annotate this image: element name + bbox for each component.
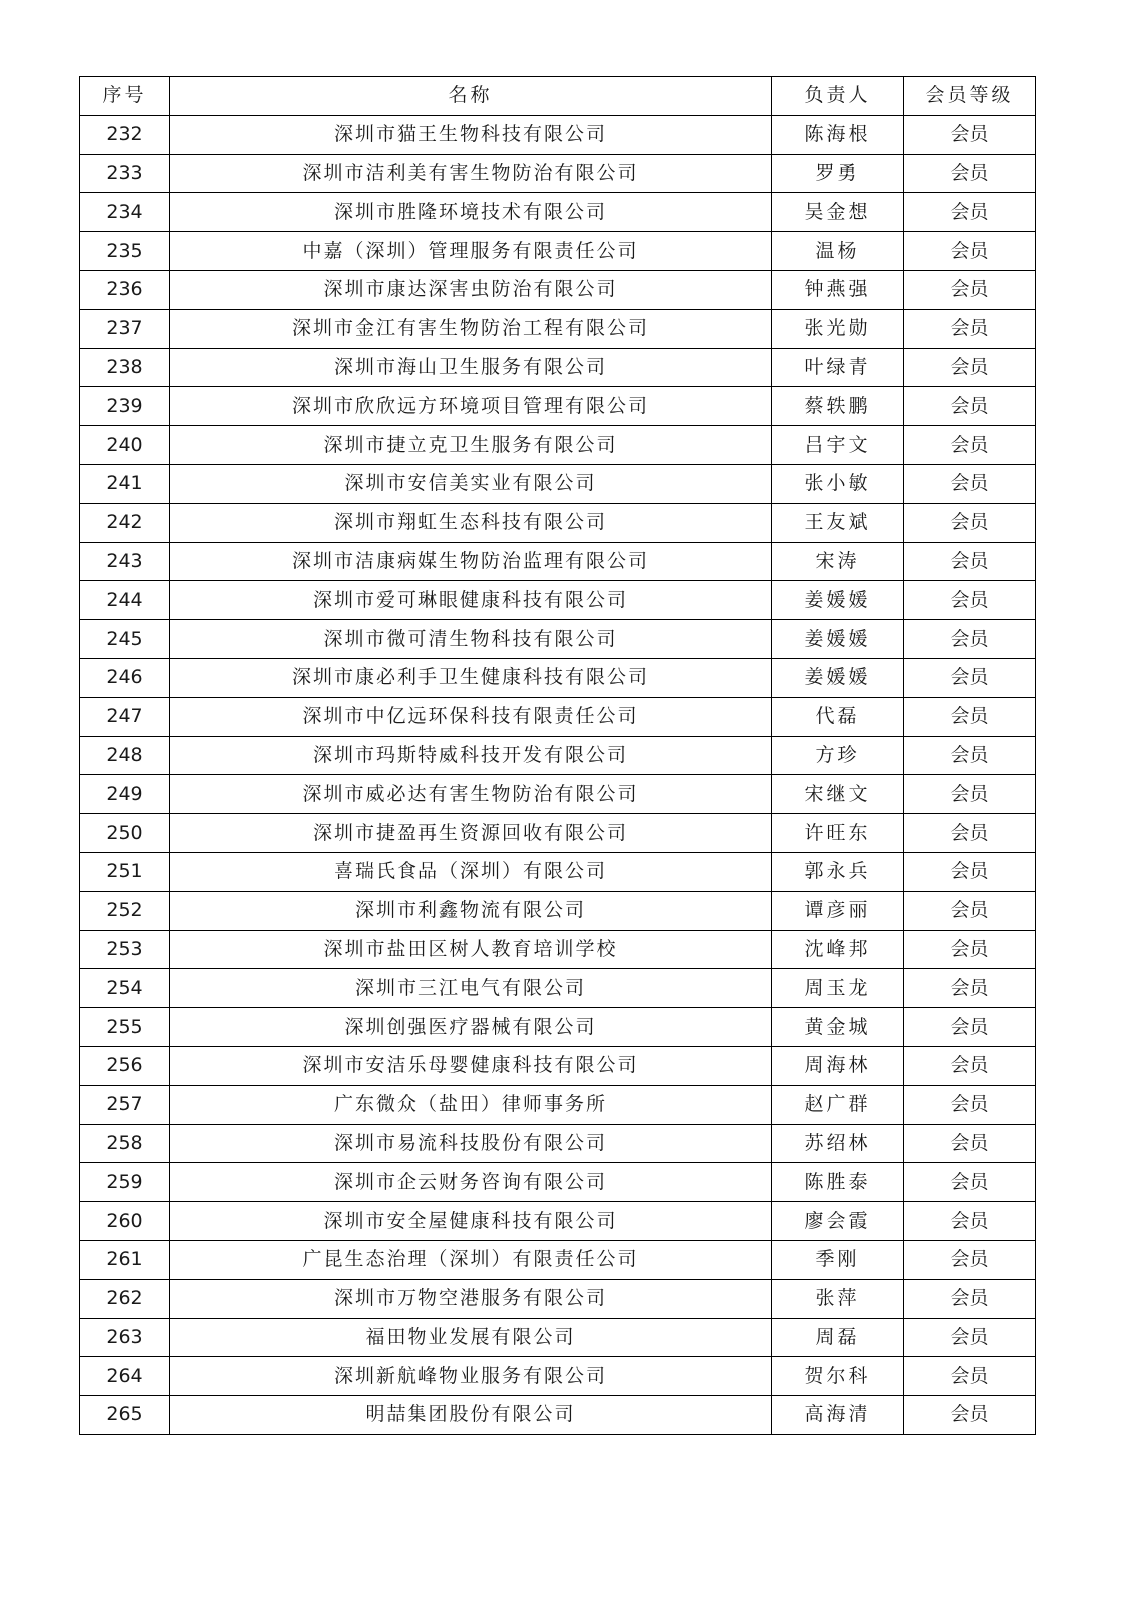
cell-person: 廖会霞 — [772, 1202, 904, 1241]
cell-name: 深圳市玛斯特威科技开发有限公司 — [170, 736, 772, 775]
cell-level: 会员 — [904, 1318, 1036, 1357]
cell-num: 239 — [80, 387, 170, 426]
table-row — [80, 387, 1036, 426]
cell-name: 广东微众（盐田）律师事务所 — [170, 1085, 772, 1124]
cell-name: 深圳市翔虹生态科技有限公司 — [170, 503, 772, 542]
table-row — [80, 620, 1036, 659]
cell-num: 260 — [80, 1202, 170, 1241]
cell-level: 会员 — [904, 1163, 1036, 1202]
cell-person: 苏绍林 — [772, 1124, 904, 1163]
cell-person: 蔡轶鹏 — [772, 387, 904, 426]
table-row — [80, 464, 1036, 503]
table-row — [80, 270, 1036, 309]
cell-person: 姜媛媛 — [772, 658, 904, 697]
table-row — [80, 1202, 1036, 1241]
cell-num: 245 — [80, 620, 170, 659]
cell-name: 中嘉（深圳）管理服务有限责任公司 — [170, 232, 772, 271]
cell-level: 会员 — [904, 775, 1036, 814]
table-row — [80, 1279, 1036, 1318]
cell-person: 罗勇 — [772, 154, 904, 193]
cell-name: 深圳市安信美实业有限公司 — [170, 464, 772, 503]
cell-person: 吴金想 — [772, 193, 904, 232]
cell-person: 周玉龙 — [772, 969, 904, 1008]
cell-name: 深圳创强医疗器械有限公司 — [170, 1008, 772, 1047]
cell-person: 钟燕强 — [772, 270, 904, 309]
table-row — [80, 154, 1036, 193]
cell-person: 叶绿青 — [772, 348, 904, 387]
table-row — [80, 348, 1036, 387]
cell-person: 贺尔科 — [772, 1357, 904, 1396]
cell-person: 姜媛媛 — [772, 620, 904, 659]
table-row — [80, 1396, 1036, 1435]
table-row — [80, 697, 1036, 736]
cell-person: 宋继文 — [772, 775, 904, 814]
cell-level: 会员 — [904, 1124, 1036, 1163]
cell-num: 244 — [80, 581, 170, 620]
cell-level: 会员 — [904, 1008, 1036, 1047]
cell-level: 会员 — [904, 814, 1036, 853]
table-body — [80, 115, 1036, 1434]
cell-name: 明喆集团股份有限公司 — [170, 1396, 772, 1435]
cell-name: 深圳市易流科技股份有限公司 — [170, 1124, 772, 1163]
cell-name: 深圳市利鑫物流有限公司 — [170, 891, 772, 930]
table-row — [80, 1357, 1036, 1396]
cell-name: 深圳市万物空港服务有限公司 — [170, 1279, 772, 1318]
cell-level: 会员 — [904, 464, 1036, 503]
table-row — [80, 1124, 1036, 1163]
header-person: 负责人 — [772, 77, 904, 116]
cell-name: 喜瑞氏食品（深圳）有限公司 — [170, 852, 772, 891]
cell-name: 广昆生态治理（深圳）有限责任公司 — [170, 1240, 772, 1279]
cell-num: 258 — [80, 1124, 170, 1163]
cell-level: 会员 — [904, 1396, 1036, 1435]
table-header-row — [80, 77, 1036, 116]
table-row — [80, 814, 1036, 853]
cell-person: 季刚 — [772, 1240, 904, 1279]
cell-num: 251 — [80, 852, 170, 891]
cell-level: 会员 — [904, 426, 1036, 465]
cell-name: 深圳市捷盈再生资源回收有限公司 — [170, 814, 772, 853]
cell-person: 周海林 — [772, 1046, 904, 1085]
cell-level: 会员 — [904, 736, 1036, 775]
cell-num: 254 — [80, 969, 170, 1008]
table-row — [80, 658, 1036, 697]
cell-name: 深圳市猫王生物科技有限公司 — [170, 115, 772, 154]
cell-person: 沈峰邦 — [772, 930, 904, 969]
cell-name: 深圳市爱可琳眼健康科技有限公司 — [170, 581, 772, 620]
cell-person: 黄金城 — [772, 1008, 904, 1047]
cell-name: 深圳市企云财务咨询有限公司 — [170, 1163, 772, 1202]
table-row — [80, 503, 1036, 542]
cell-num: 262 — [80, 1279, 170, 1318]
cell-person: 姜媛媛 — [772, 581, 904, 620]
cell-num: 256 — [80, 1046, 170, 1085]
header-name: 名称 — [170, 77, 772, 116]
cell-level: 会员 — [904, 620, 1036, 659]
cell-num: 255 — [80, 1008, 170, 1047]
cell-person: 陈胜泰 — [772, 1163, 904, 1202]
cell-name: 深圳市欣欣远方环境项目管理有限公司 — [170, 387, 772, 426]
table-row — [80, 581, 1036, 620]
cell-person: 代磊 — [772, 697, 904, 736]
member-table — [79, 76, 1036, 1435]
cell-level: 会员 — [904, 270, 1036, 309]
cell-num: 263 — [80, 1318, 170, 1357]
table-row — [80, 1240, 1036, 1279]
table-row — [80, 232, 1036, 271]
cell-num: 233 — [80, 154, 170, 193]
cell-num: 253 — [80, 930, 170, 969]
table-row — [80, 193, 1036, 232]
cell-person: 谭彦丽 — [772, 891, 904, 930]
cell-num: 247 — [80, 697, 170, 736]
cell-person: 陈海根 — [772, 115, 904, 154]
cell-num: 238 — [80, 348, 170, 387]
table-row — [80, 775, 1036, 814]
cell-level: 会员 — [904, 697, 1036, 736]
cell-num: 240 — [80, 426, 170, 465]
cell-person: 王友斌 — [772, 503, 904, 542]
cell-person: 周磊 — [772, 1318, 904, 1357]
cell-num: 246 — [80, 658, 170, 697]
cell-person: 吕宇文 — [772, 426, 904, 465]
cell-name: 深圳市洁康病媒生物防治监理有限公司 — [170, 542, 772, 581]
cell-person: 郭永兵 — [772, 852, 904, 891]
header-level: 会员等级 — [904, 77, 1036, 116]
cell-level: 会员 — [904, 348, 1036, 387]
cell-level: 会员 — [904, 658, 1036, 697]
table-row — [80, 852, 1036, 891]
cell-num: 264 — [80, 1357, 170, 1396]
cell-level: 会员 — [904, 1202, 1036, 1241]
cell-name: 福田物业发展有限公司 — [170, 1318, 772, 1357]
cell-level: 会员 — [904, 891, 1036, 930]
table-row — [80, 1085, 1036, 1124]
cell-num: 257 — [80, 1085, 170, 1124]
cell-num: 261 — [80, 1240, 170, 1279]
cell-name: 深圳市胜隆环境技术有限公司 — [170, 193, 772, 232]
cell-person: 张萍 — [772, 1279, 904, 1318]
cell-level: 会员 — [904, 542, 1036, 581]
cell-num: 232 — [80, 115, 170, 154]
header-num: 序号 — [80, 77, 170, 116]
table-row — [80, 1046, 1036, 1085]
cell-name: 深圳市盐田区树人教育培训学校 — [170, 930, 772, 969]
cell-num: 248 — [80, 736, 170, 775]
table-row — [80, 1318, 1036, 1357]
cell-name: 深圳市中亿远环保科技有限责任公司 — [170, 697, 772, 736]
cell-name: 深圳市康必利手卫生健康科技有限公司 — [170, 658, 772, 697]
cell-name: 深圳市安洁乐母婴健康科技有限公司 — [170, 1046, 772, 1085]
cell-person: 方珍 — [772, 736, 904, 775]
cell-level: 会员 — [904, 115, 1036, 154]
cell-name: 深圳新航峰物业服务有限公司 — [170, 1357, 772, 1396]
cell-person: 张小敏 — [772, 464, 904, 503]
cell-num: 259 — [80, 1163, 170, 1202]
cell-name: 深圳市海山卫生服务有限公司 — [170, 348, 772, 387]
cell-name: 深圳市康达深害虫防治有限公司 — [170, 270, 772, 309]
cell-person: 温杨 — [772, 232, 904, 271]
cell-num: 243 — [80, 542, 170, 581]
cell-num: 234 — [80, 193, 170, 232]
table-row — [80, 930, 1036, 969]
cell-num: 250 — [80, 814, 170, 853]
table-row — [80, 426, 1036, 465]
table-row — [80, 891, 1036, 930]
cell-level: 会员 — [904, 309, 1036, 348]
cell-level: 会员 — [904, 154, 1036, 193]
cell-num: 265 — [80, 1396, 170, 1435]
cell-person: 高海清 — [772, 1396, 904, 1435]
cell-person: 赵广群 — [772, 1085, 904, 1124]
cell-level: 会员 — [904, 1357, 1036, 1396]
cell-name: 深圳市捷立克卫生服务有限公司 — [170, 426, 772, 465]
cell-level: 会员 — [904, 387, 1036, 426]
cell-level: 会员 — [904, 1240, 1036, 1279]
cell-level: 会员 — [904, 852, 1036, 891]
cell-level: 会员 — [904, 930, 1036, 969]
cell-level: 会员 — [904, 193, 1036, 232]
cell-level: 会员 — [904, 503, 1036, 542]
table-row — [80, 736, 1036, 775]
cell-name: 深圳市微可清生物科技有限公司 — [170, 620, 772, 659]
table-row — [80, 969, 1036, 1008]
cell-level: 会员 — [904, 1085, 1036, 1124]
cell-num: 235 — [80, 232, 170, 271]
cell-num: 249 — [80, 775, 170, 814]
table-row — [80, 1008, 1036, 1047]
cell-level: 会员 — [904, 581, 1036, 620]
cell-num: 237 — [80, 309, 170, 348]
cell-num: 241 — [80, 464, 170, 503]
table-row — [80, 1163, 1036, 1202]
table-row — [80, 309, 1036, 348]
cell-level: 会员 — [904, 232, 1036, 271]
cell-level: 会员 — [904, 1046, 1036, 1085]
table-row — [80, 115, 1036, 154]
cell-num: 252 — [80, 891, 170, 930]
cell-name: 深圳市洁利美有害生物防治有限公司 — [170, 154, 772, 193]
cell-level: 会员 — [904, 1279, 1036, 1318]
cell-person: 宋涛 — [772, 542, 904, 581]
cell-level: 会员 — [904, 969, 1036, 1008]
cell-name: 深圳市三江电气有限公司 — [170, 969, 772, 1008]
cell-num: 242 — [80, 503, 170, 542]
cell-person: 许旺东 — [772, 814, 904, 853]
cell-name: 深圳市威必达有害生物防治有限公司 — [170, 775, 772, 814]
cell-name: 深圳市金江有害生物防治工程有限公司 — [170, 309, 772, 348]
table-row — [80, 542, 1036, 581]
cell-person: 张光勋 — [772, 309, 904, 348]
cell-num: 236 — [80, 270, 170, 309]
cell-name: 深圳市安全屋健康科技有限公司 — [170, 1202, 772, 1241]
